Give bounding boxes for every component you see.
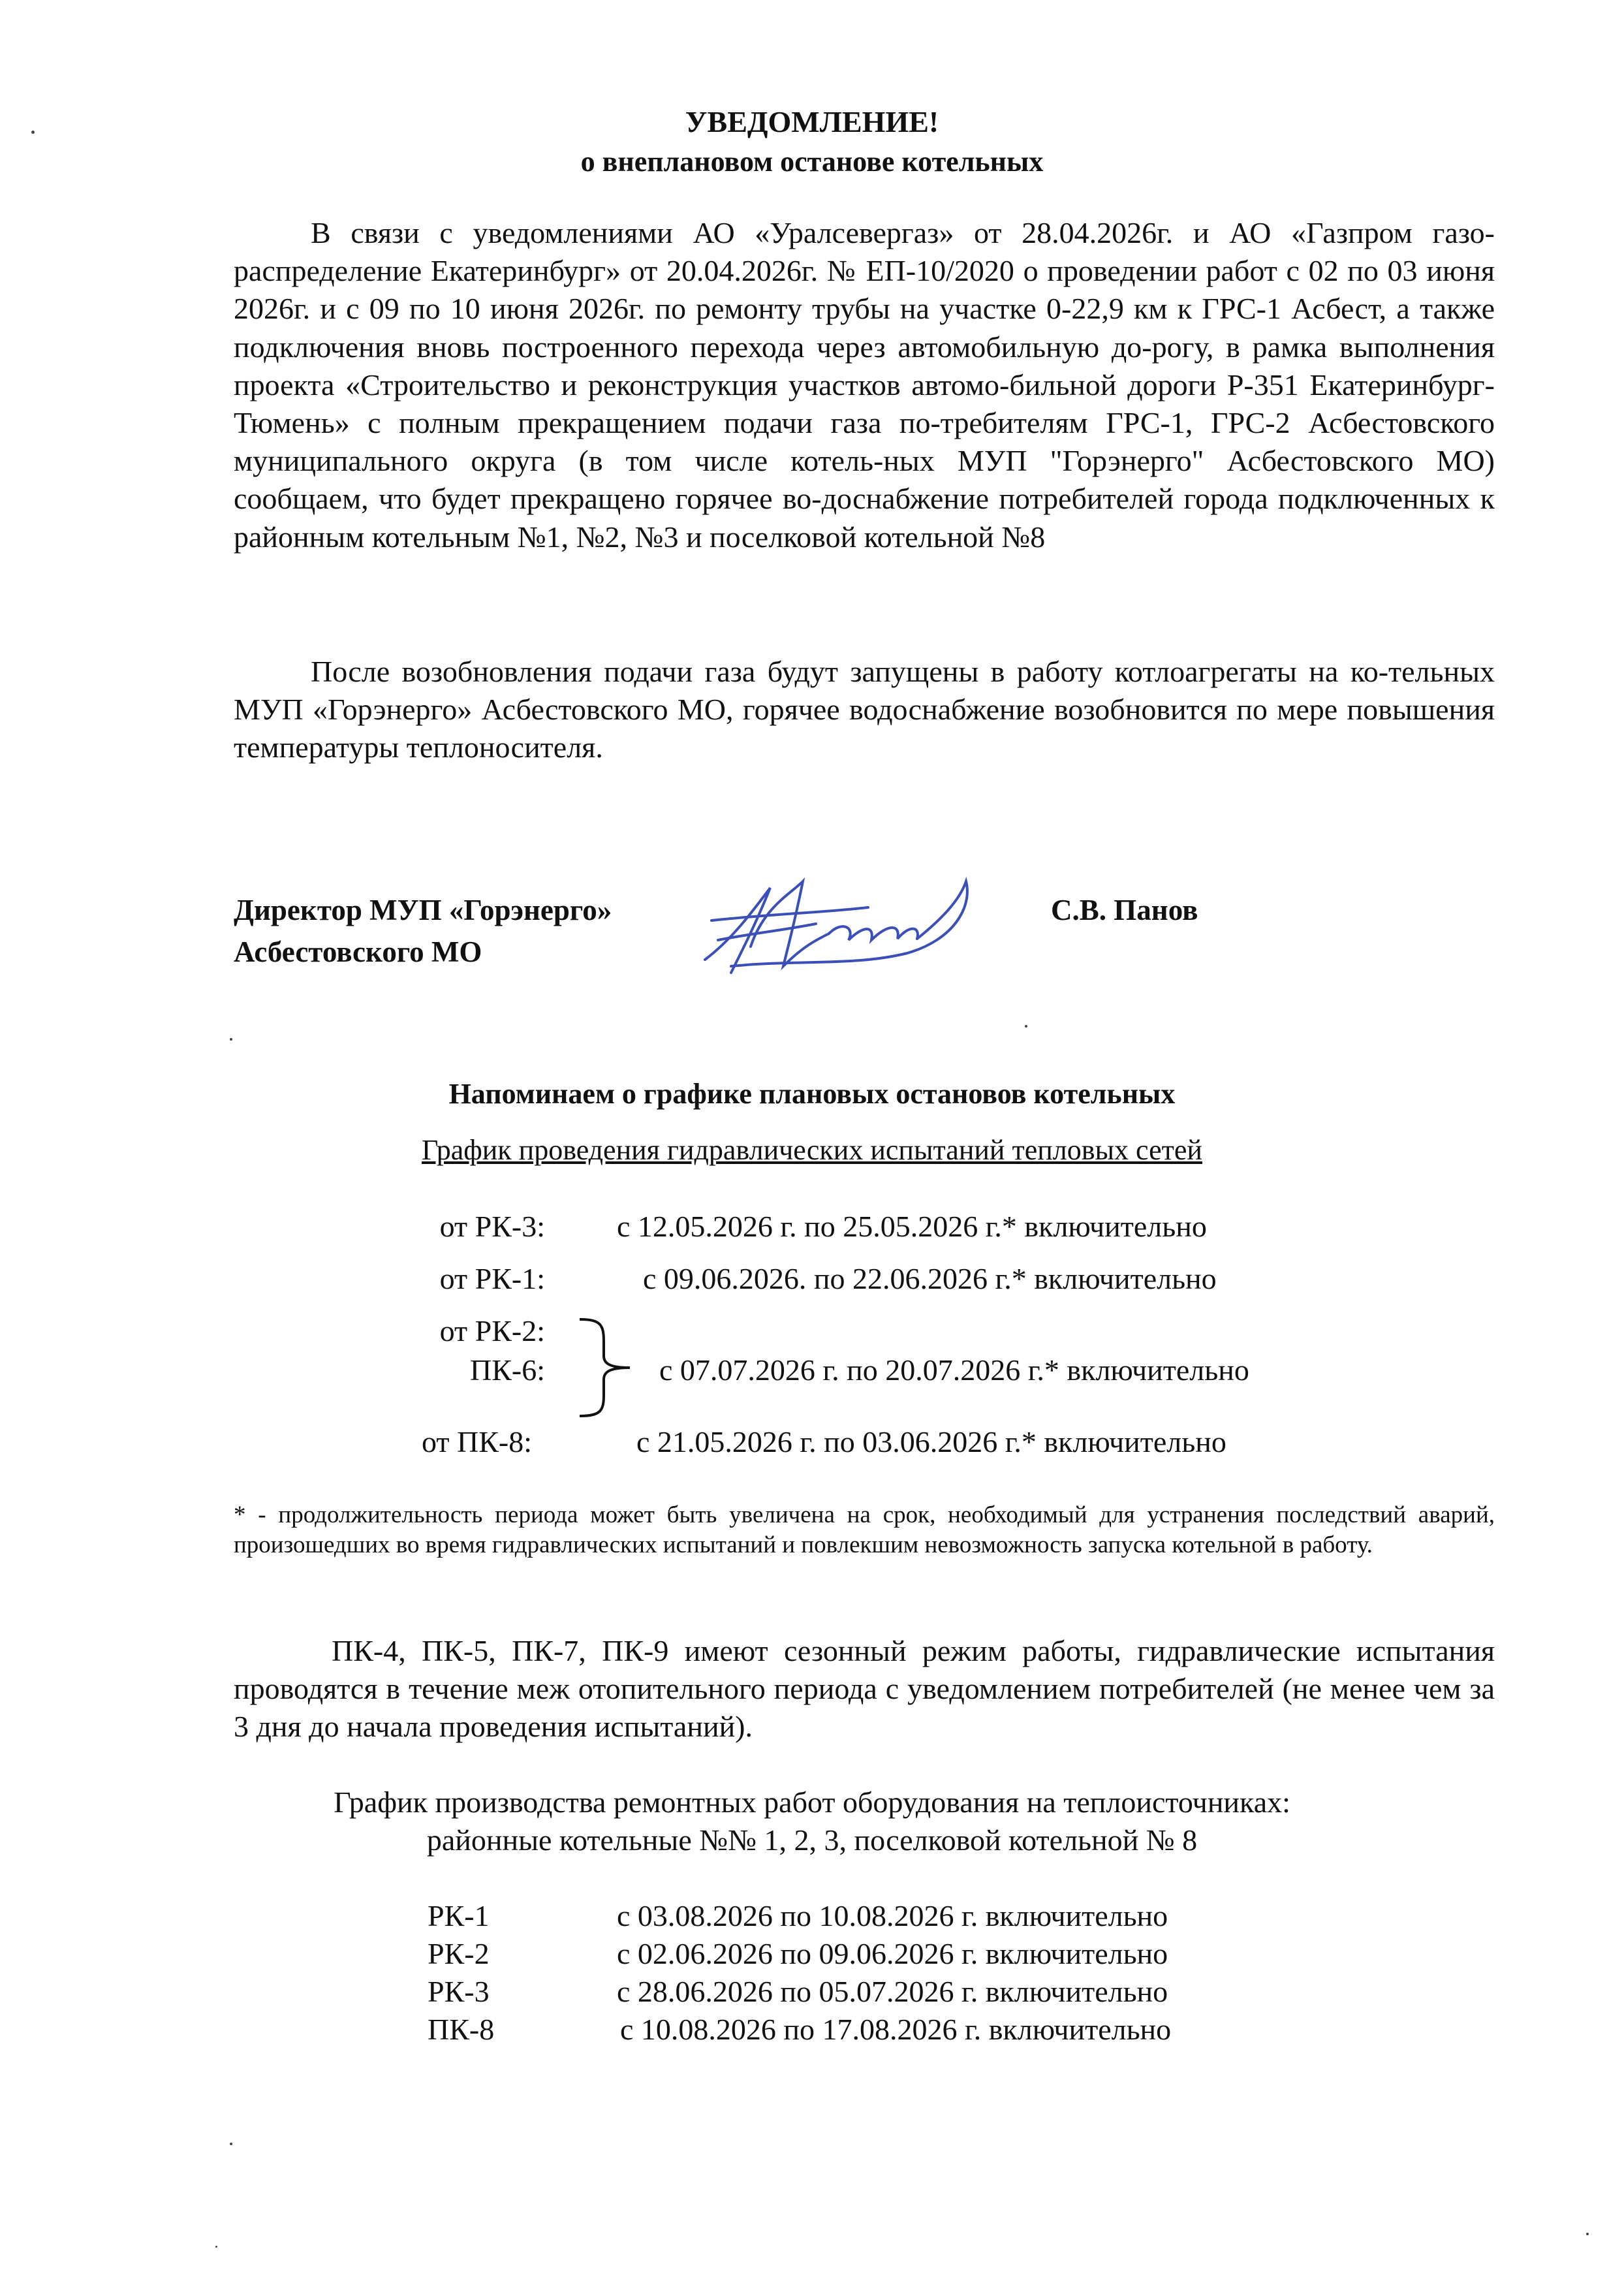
schedule-label: от ПК-8: — [422, 1425, 532, 1458]
repair-schedule-heading — [0, 1784, 1624, 1859]
hydraulic-schedule-heading — [0, 1133, 1624, 1167]
footnote: * - продолжительность периода может быть увеличена на срок, необходимый для устранения последствий аварий, произошедших во время гидравлических испытаний и повлекшим невозможность запуска котельной в работу. — [234, 1502, 1495, 1558]
reminder-heading: Напоминаем о графике плановых остановов котельных — [448, 1078, 1176, 1110]
signatory-role-line1: Директор МУП «Горэнерго» — [234, 894, 612, 926]
notice-subtitle: о внеплановом останове котельных — [580, 146, 1044, 178]
repair-period: с 03.08.2026 по 10.08.2026 г. включительно — [617, 1899, 1168, 1932]
repair-period: с 02.06.2026 по 09.06.2026 г. включительно — [617, 1937, 1168, 1970]
repair-label: РК-3 — [428, 1975, 490, 2008]
signatory-role-line2: Асбестовского МО — [234, 936, 482, 968]
repair-period: с 28.06.2026 по 05.07.2026 г. включительно — [617, 1975, 1168, 2008]
schedule-period: с 12.05.2026 г. по 25.05.2026 г.* включительно — [617, 1210, 1207, 1243]
repair-label: РК-1 — [428, 1899, 490, 1932]
schedule-period: с 09.06.2026. по 22.06.2026 г.* включительно — [643, 1262, 1217, 1295]
repair-label: РК-2 — [428, 1937, 490, 1970]
schedule-label-secondary: ПК-6: — [470, 1353, 545, 1387]
repair-label: ПК-8 — [428, 2013, 495, 2046]
scan-speck — [31, 131, 35, 134]
scan-speck — [1586, 2233, 1589, 2235]
hydraulic-schedule-heading-text: График проведения гидравлических испытаний тепловых сетей — [422, 1134, 1202, 1166]
schedule-label: от РК-3: — [439, 1210, 545, 1243]
grouping-brace — [574, 1315, 633, 1420]
schedule-period: с 21.05.2026 г. по 03.06.2026 г.* включительно — [636, 1425, 1226, 1458]
seasonal-note — [234, 1632, 1495, 1746]
scan-speck — [215, 2246, 217, 2248]
scan-speck — [230, 2143, 232, 2145]
schedule-period: с 07.07.2026 г. по 20.07.2026 г.* включительно — [659, 1353, 1249, 1387]
repair-heading-line2: районные котельные №№ 1, 2, 3, поселковой котельной № 8 — [426, 1823, 1198, 1857]
seasonal-note-text: ПК-4, ПК-5, ПК-7, ПК-9 имеют сезонный режим работы, гидравлические испытания проводятся в течение меж отопительного периода с уведомлением потребителей (не менее чем за 3 дня до начала проведения испытаний). — [234, 1634, 1495, 1743]
repair-period: с 10.08.2026 по 17.08.2026 г. включительно — [620, 2013, 1172, 2046]
paragraph-resume — [234, 653, 1495, 767]
paragraph-main — [234, 214, 1495, 556]
paragraph-text: В связи с уведомлениями АО «Уралсевергаз» от 28.04.2026г. и АО «Газпром газо-распределение Екатеринбург» от 20.04.2026г. № ЕП-10/2020 о проведении работ с 02 по 03 июня 2026г. и с 09 по 10 июня 2026г. по ремонту трубы на участке 0-22,9 км к ГРС-1 Асбест, а также подключения вновь построенного перехода через автомобильную до-рогу, в рамка выполнения проекта «Строительство и реконструкция участков автомо-бильной дороги Р-351 Екатеринбург-Тюмень» с полным прекращением подачи газа по-требителям ГРС-1, ГРС-2 Асбестовского муниципального округа (в том числе котель-ных МУП "Горэнерго" Асбестовского МО) сообщаем, что будет прекращено горячее во-доснабжение потребителей города подключенных к районным котельным №1, №2, №3 и поселковой котельной №8 — [234, 216, 1495, 554]
scan-speck — [1025, 1025, 1027, 1028]
signatory-role — [234, 889, 612, 973]
scan-speck — [230, 1038, 232, 1041]
schedule-label: от РК-2: — [439, 1314, 545, 1347]
paragraph-text: После возобновления подачи газа будут запущены в работу котлоагрегаты на ко-тельных МУП «Горэнерго» Асбестовского МО, горячее водоснабжение возобновится по мере повышения температуры теплоносителя. — [234, 655, 1495, 764]
notice-title: УВЕДОМЛЕНИЕ! — [685, 105, 939, 138]
signatory-name: С.В. Панов — [1051, 894, 1198, 926]
handwritten-signature — [692, 862, 979, 992]
schedule-label: от РК-1: — [439, 1262, 545, 1295]
repair-heading-line1: График производства ремонтных работ оборудования на теплоисточниках: — [334, 1785, 1290, 1819]
